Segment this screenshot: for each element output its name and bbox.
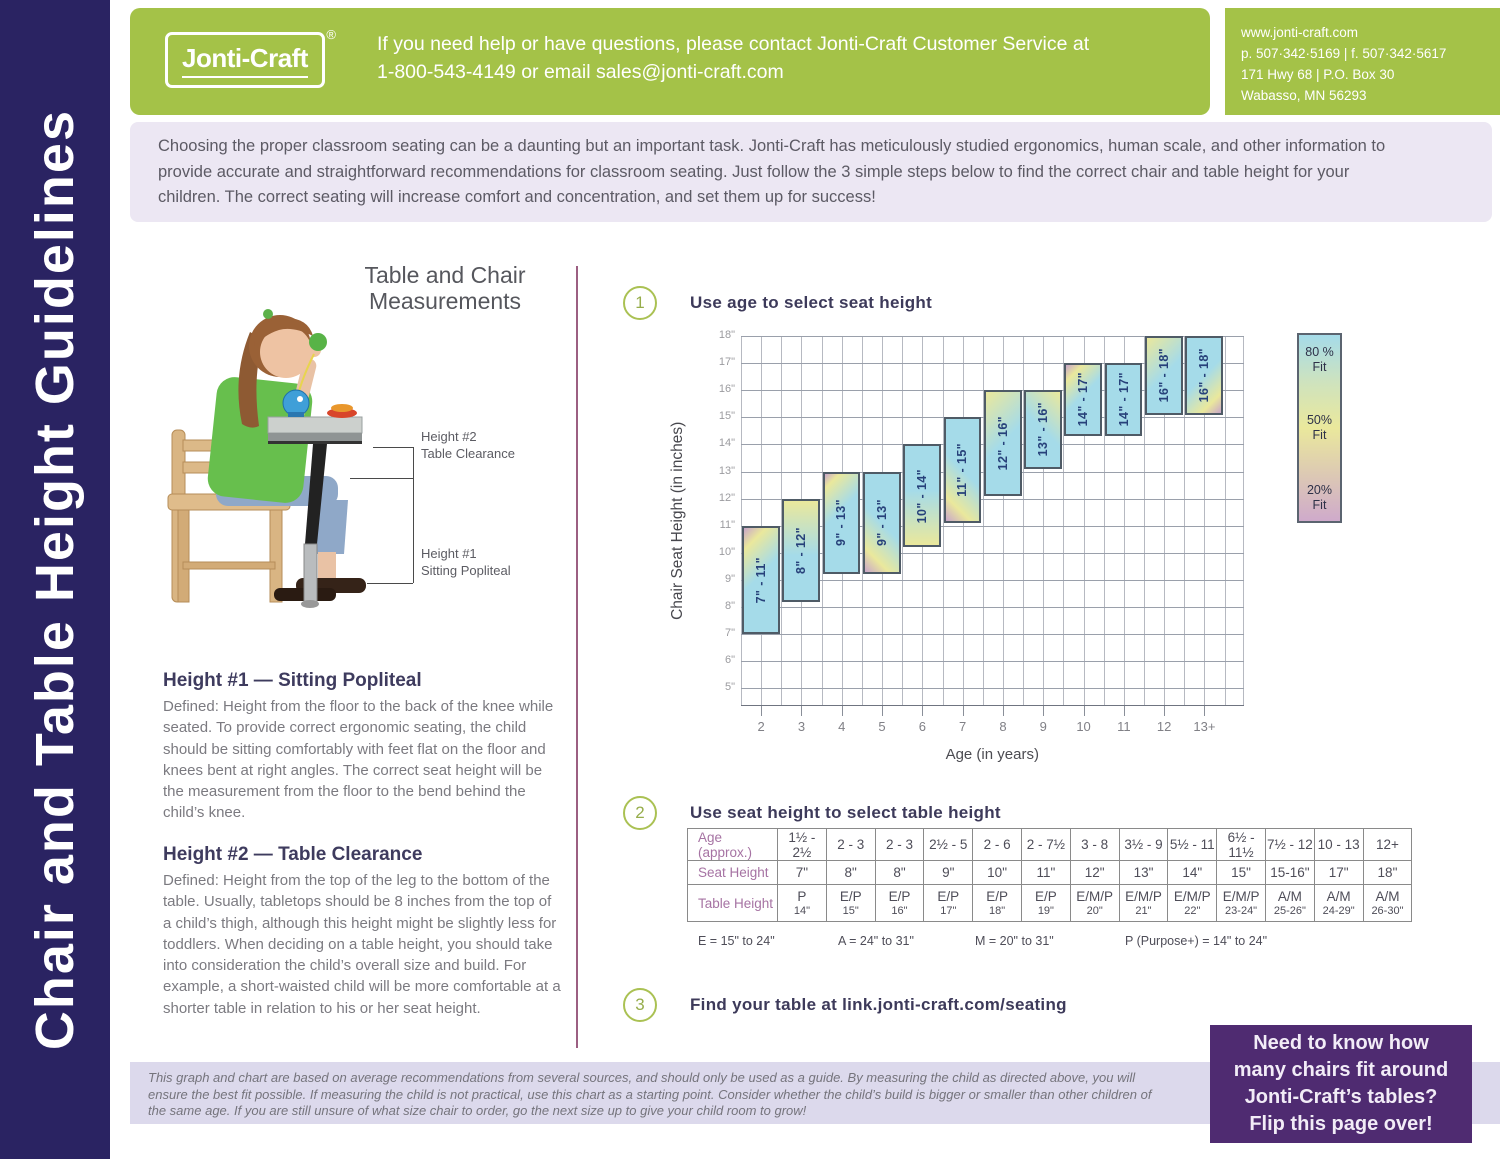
table-cell: 7½ - 12 — [1265, 829, 1314, 861]
fit-legend — [1297, 333, 1342, 523]
callout-height2-line1: Height #2 — [421, 429, 477, 444]
flip-page-callout — [1210, 1025, 1472, 1143]
x-tick-label: 10 — [1076, 718, 1091, 734]
table-cell: E/P 18" — [973, 885, 1022, 922]
intro-paragraph: Choosing the proper classroom seating can be a daunting but an important task. Jonti-Craft has meticulously studied ergonomics, human scale, and other information to provide accurate and straightforward recommendations for classroom seating. Just follow the 3 simple steps below to find the correct chair and table height for your children. The correct seating will increase comfort and concentration, and set them up for success! — [158, 137, 1386, 206]
table-cell: 5½ - 11 — [1168, 829, 1217, 861]
step1-number-badge: 1 — [623, 286, 657, 320]
table-cell: E/M/P 21" — [1119, 885, 1168, 922]
child-at-table-drawing — [150, 262, 440, 612]
table-row — [688, 861, 1412, 885]
x-tick — [1003, 706, 1004, 716]
table-cell: 6½ - 11½ — [1217, 829, 1266, 861]
height2-title: Height #2 — Table Clearance — [163, 844, 423, 865]
intro-panel — [130, 122, 1492, 222]
table-cell: A/M 26-30" — [1363, 885, 1412, 922]
table-cell: E/P 15" — [826, 885, 875, 922]
table-row — [688, 829, 1412, 861]
table-cell: E/P 16" — [875, 885, 924, 922]
table-footnote: A = 24" to 31" — [838, 934, 914, 948]
help-line-1: If you need help or have questions, please contact Jonti-Craft Customer Service at — [377, 33, 1090, 55]
measurements-heading-line2: Measurements — [368, 288, 522, 314]
x-tick — [761, 706, 762, 716]
height2-body: Defined: Height from the top of the leg to the bottom of the table. Usually, tabletops should be 8 inches from the top of a child’s thigh, although this height might be slightly less for toddlers. When deciding on a table height, you should take into consideration the child’s overall size and build. For example, a short-waisted child will be more comfortable at a shorter table in relation to his or her seat height. — [163, 872, 561, 1017]
address-line-1: 171 Hwy 68 | P.O. Box 30 — [1241, 67, 1395, 82]
flip-box-line: many chairs fit around — [1233, 1059, 1449, 1081]
callout-height1-label — [421, 545, 511, 579]
x-tick — [1164, 706, 1165, 716]
table-footnote: P (Purpose+) = 14" to 24" — [1125, 934, 1268, 948]
help-line-2: 1-800-543-4149 or email sales@jonti-craft.com — [377, 61, 784, 83]
x-tick — [801, 706, 802, 716]
chart-bar-age-13+ — [1185, 336, 1223, 415]
table-cell: E/P 17" — [924, 885, 973, 922]
y-tick-label: 15" — [718, 410, 735, 423]
grid-vline — [1243, 336, 1244, 706]
chart-bar-age-12 — [1145, 336, 1183, 415]
grid-hline — [741, 634, 1244, 635]
callout-bracket-vertical — [413, 447, 414, 583]
chart-bar-age-10 — [1064, 363, 1102, 436]
y-tick-label: 9" — [724, 572, 735, 585]
row-label: Age (approx.) — [688, 829, 778, 861]
x-tick — [1124, 706, 1125, 716]
address-line-2: Wabasso, MN 56293 — [1241, 88, 1367, 103]
x-tick-label: 3 — [797, 718, 806, 734]
x-axis-title: Age (in years) — [945, 745, 1039, 763]
table-cell: 15-16" — [1265, 861, 1314, 885]
x-tick-label: 9 — [1039, 718, 1047, 734]
y-tick-label: 10" — [718, 545, 735, 558]
y-axis-title: Chair Seat Height (in inches) — [669, 421, 686, 621]
x-tick — [963, 706, 964, 716]
table-row — [688, 885, 1412, 922]
row-label: Seat Height — [688, 861, 778, 885]
registered-mark: ® — [326, 27, 336, 42]
table-cell: 2 - 3 — [826, 829, 875, 861]
bar-range-label: 9" - 13" — [834, 499, 849, 547]
y-tick-label: 6" — [724, 654, 735, 667]
chart-bar-age-6 — [903, 444, 941, 547]
table-cell: 7" — [778, 861, 827, 885]
chart-bar-age-2 — [742, 526, 780, 634]
table-cell: 11" — [1021, 861, 1070, 885]
y-tick-label: 17" — [718, 356, 735, 369]
bar-range-label: 8" - 12" — [794, 526, 809, 574]
step1-title: Use age to select seat height — [690, 293, 933, 312]
x-tick-label: 13+ — [1193, 718, 1216, 734]
website: www.jonti-craft.com — [1241, 25, 1359, 40]
x-tick-label: 7 — [959, 718, 967, 734]
x-tick — [1204, 706, 1205, 716]
x-tick-label: 4 — [838, 718, 846, 734]
table-cell: E/P 19" — [1021, 885, 1070, 922]
chart-bar-age-4 — [823, 472, 861, 575]
height1-body: Defined: Height from the floor to the back of the knee while seated. To provide correct ergonomic seating, the child should be sitting comfortably with feet flat on the floor and knees bent at right angles. The correct seat height will be the measurement from the floor to the bend behind the child’s knee. — [163, 698, 554, 822]
x-tick — [882, 706, 883, 716]
contact-info — [1225, 8, 1500, 115]
flip-box-line: Jonti-Craft’s tables? — [1244, 1086, 1438, 1108]
bar-range-label: 16" - 18" — [1156, 348, 1171, 403]
x-tick — [922, 706, 923, 716]
table-cell: 10 - 13 — [1314, 829, 1363, 861]
x-tick — [1084, 706, 1085, 716]
table-cell: 2½ - 5 — [924, 829, 973, 861]
step3-title: Find your table at link.jonti-craft.com/seating — [690, 995, 1067, 1014]
callout-line-thigh-top — [350, 478, 413, 479]
callout-height1-line1: Height #1 — [421, 546, 477, 561]
y-tick-label: 16" — [718, 383, 735, 396]
bar-range-label: 14" - 17" — [1116, 372, 1131, 427]
bar-range-label: 9" - 13" — [874, 499, 889, 547]
x-tick-label: 5 — [878, 718, 886, 734]
table-cell: E/M/P 23-24" — [1217, 885, 1266, 922]
table-cell: A/M 24-29" — [1314, 885, 1363, 922]
row-label: Table Height — [688, 885, 778, 922]
table-height-table — [687, 828, 1412, 922]
bar-range-label: 14" - 17" — [1076, 372, 1091, 427]
jonti-craft-logo — [165, 27, 336, 88]
seat-table-height-grid — [687, 828, 1412, 922]
callout-height2-label — [421, 428, 515, 462]
y-tick-label: 12" — [718, 491, 735, 504]
table-cell: 12" — [1070, 861, 1119, 885]
height1-title: Height #1 — Sitting Popliteal — [163, 670, 422, 691]
table-cell: 3 - 8 — [1070, 829, 1119, 861]
x-tick-label: 11 — [1117, 718, 1131, 734]
table-cell: 8" — [826, 861, 875, 885]
y-tick-label: 5" — [724, 681, 735, 694]
callout-height2-line2: Table Clearance — [421, 446, 515, 461]
table-cell: P 14" — [778, 885, 827, 922]
step2-number-badge: 2 — [623, 796, 657, 830]
seat-height-chart — [669, 329, 1244, 766]
flip-box-line: Need to know how — [1253, 1032, 1429, 1054]
bar-range-label: 7" - 11" — [753, 556, 768, 604]
bar-range-label: 16" - 18" — [1197, 348, 1212, 403]
grid-hline — [741, 607, 1244, 608]
header — [130, 8, 1210, 115]
sidebar — [0, 0, 110, 1159]
grid-vline — [741, 336, 742, 706]
x-tick-label: 2 — [757, 718, 765, 734]
table-cell: 12+ — [1363, 829, 1412, 861]
table-cell: 17" — [1314, 861, 1363, 885]
table-footnote: E = 15" to 24" — [698, 934, 775, 948]
child-photo-illustration — [150, 262, 440, 612]
table-footnote: M = 20" to 31" — [975, 934, 1054, 948]
chart-bar-age-11 — [1105, 363, 1143, 436]
flip-box-line: Flip this page over! — [1249, 1113, 1433, 1135]
table-cell: 13" — [1119, 861, 1168, 885]
chart-bar-age-9 — [1024, 390, 1062, 469]
x-tick-label: 6 — [918, 718, 926, 734]
bar-range-label: 11" - 15" — [955, 443, 970, 497]
customer-service-text — [377, 30, 1217, 86]
column-divider — [576, 266, 578, 1048]
table-cell: 2 - 6 — [973, 829, 1022, 861]
x-axis-line — [741, 705, 1244, 707]
disclaimer-text: This graph and chart are based on average recommendations from several sources, and should only be used as a guide. By measuring the child as directed above, you will ensure the best fit possible. If measuring the child is not practical, use this chart as a starting point. Consider whether the child’s build is bigger or smaller than other children of the same age. If you are still unsure of what size chair to order, go the next size up to give your child room to grow! — [148, 1070, 1152, 1118]
callout-line-floor — [367, 583, 413, 584]
table-cell: 9" — [924, 861, 973, 885]
y-tick-label: 13" — [718, 464, 735, 477]
y-tick-label: 8" — [724, 600, 735, 612]
table-cell: 8" — [875, 861, 924, 885]
grid-vline — [1225, 336, 1226, 706]
table-cell: 3½ - 9 — [1119, 829, 1168, 861]
chart-bar-age-3 — [782, 499, 820, 602]
grid-hline — [741, 688, 1244, 689]
phone-fax: p. 507·342·5169 | f. 507·342·5617 — [1241, 46, 1447, 61]
step2-title: Use seat height to select table height — [690, 803, 1001, 822]
grid-hline — [741, 661, 1244, 662]
x-tick — [842, 706, 843, 716]
bar-range-label: 12" - 16" — [995, 415, 1010, 471]
table-cell: E/M/P 22" — [1168, 885, 1217, 922]
callout-height1-line2: Sitting Popliteal — [421, 563, 511, 578]
table-cell: 14" — [1168, 861, 1217, 885]
bar-range-label: 10" - 14" — [915, 468, 930, 524]
bar-range-label: 13" - 16" — [1035, 402, 1050, 457]
table-cell: A/M 25-26" — [1265, 885, 1314, 922]
y-tick-label: 11" — [719, 518, 735, 531]
chart-bar-age-7 — [944, 417, 982, 523]
measurements-heading-line1: Table and Chair — [364, 262, 526, 288]
table-cell: 15" — [1217, 861, 1266, 885]
table-cell: 10" — [973, 861, 1022, 885]
y-tick-label: 14" — [718, 437, 735, 450]
chart-bar-age-8 — [984, 390, 1022, 496]
y-tick-label: 7" — [724, 627, 735, 640]
x-tick-label: 12 — [1156, 718, 1172, 734]
table-cell: E/M/P 20" — [1070, 885, 1119, 922]
table-cell: 2 - 7½ — [1021, 829, 1070, 861]
step3-number-badge: 3 — [623, 988, 657, 1022]
table-cell: 2 - 3 — [875, 829, 924, 861]
x-tick-label: 8 — [999, 718, 1007, 734]
table-cell: 1½ - 2½ — [778, 829, 827, 861]
grid-vline — [761, 336, 762, 706]
legend-entry-80: 80 % Fit — [1305, 345, 1334, 374]
table-cell: 18" — [1363, 861, 1412, 885]
y-tick-label: 18" — [718, 329, 735, 341]
page-title: Chair and Table Height Guidelines — [25, 108, 85, 1051]
chart-bar-age-5 — [863, 472, 901, 575]
callout-line-table-bottom — [373, 447, 413, 448]
x-tick — [1043, 706, 1044, 716]
legend-entry-50: 50% Fit — [1306, 413, 1333, 442]
logo-text: Jonti-Craft — [182, 43, 308, 78]
legend-entry-20: 20% Fit — [1306, 483, 1333, 512]
